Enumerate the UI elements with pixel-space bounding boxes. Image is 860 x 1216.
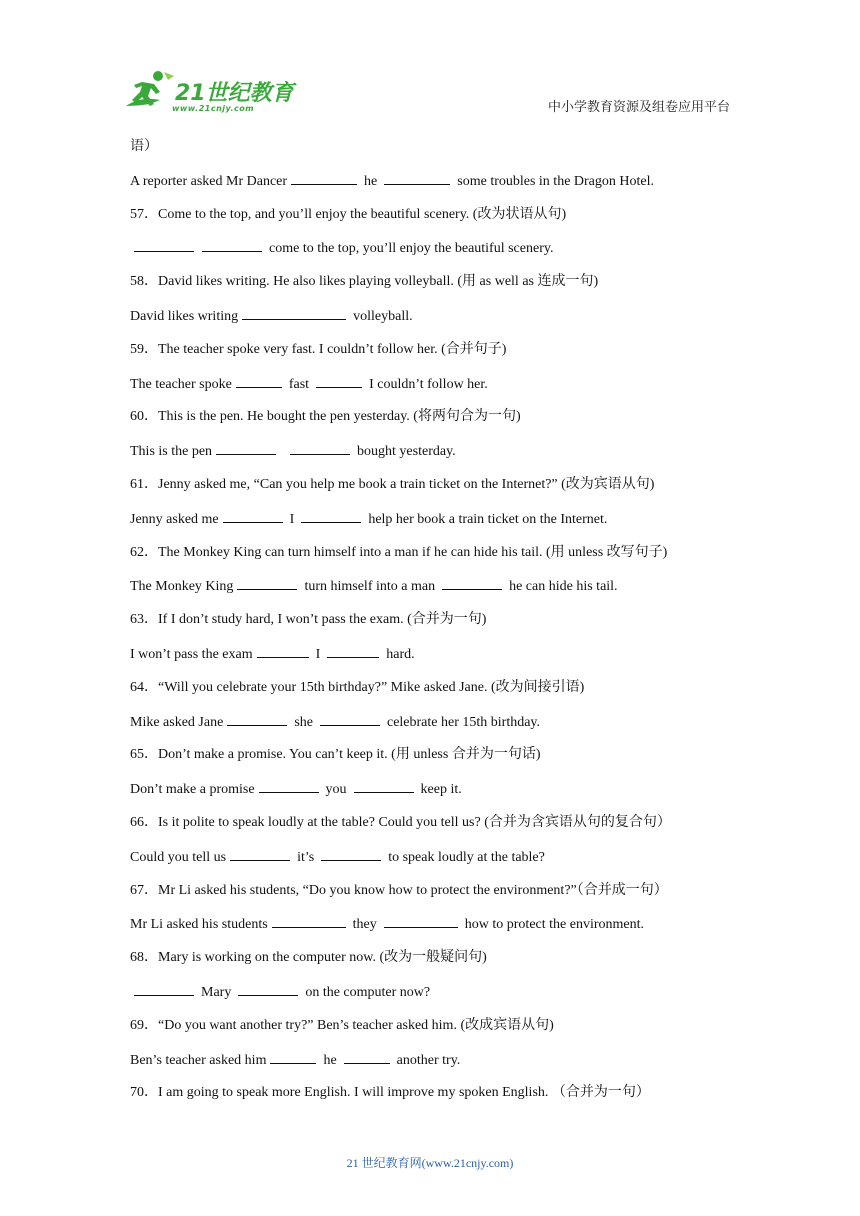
- line-text: you: [325, 782, 347, 798]
- line-text: 70．I am going to speak more English. I will improve my spoken English. （合并为一句）: [130, 1085, 650, 1101]
- question-line: [130, 271, 770, 305]
- line-text: 62．The Monkey King can turn himself into a man if he can hide his tail. (用 unless 改写句子): [130, 544, 668, 560]
- line-text: 64．“Will you celebrate your 15th birthday?” Mike asked Jane. (改为间接引语): [130, 679, 585, 695]
- line-text: A reporter asked Mr Dancer: [130, 173, 288, 189]
- question-line: [130, 204, 770, 238]
- answer-line: [130, 373, 770, 407]
- question-line: [130, 947, 770, 981]
- question-line: [130, 880, 770, 914]
- line-text: I: [289, 511, 295, 527]
- line-text: I: [315, 646, 321, 662]
- answer-blank[interactable]: [227, 711, 287, 726]
- answer-blank[interactable]: [257, 643, 309, 658]
- answer-line: [130, 170, 770, 204]
- answer-blank[interactable]: [384, 913, 458, 928]
- line-text: 68．Mary is working on the computer now. (改为一般疑问句): [130, 950, 487, 966]
- answer-line: [130, 440, 770, 474]
- line-text: help her book a train ticket on the Internet.: [368, 511, 608, 527]
- answer-blank[interactable]: [344, 1049, 390, 1064]
- line-text: bought yesterday.: [357, 444, 456, 460]
- question-line: [130, 744, 770, 778]
- answer-line: [130, 237, 770, 271]
- answer-blank[interactable]: [316, 373, 362, 388]
- answer-line: [130, 508, 770, 542]
- answer-line: [130, 1049, 770, 1083]
- line-text: David likes writing: [130, 308, 239, 324]
- answer-blank[interactable]: [134, 981, 194, 996]
- answer-blank[interactable]: [354, 778, 414, 793]
- footer-text: 21 世纪教育网(www.21cnjy.com): [346, 1156, 514, 1170]
- line-text: 65．Don’t make a promise. You can’t keep it. (用 unless 合并为一句话): [130, 747, 541, 763]
- document-body: [130, 136, 770, 1116]
- answer-blank[interactable]: [290, 440, 350, 455]
- line-text: Mary: [201, 984, 232, 1000]
- line-text: Could you tell us: [130, 849, 227, 865]
- line-text: Ben’s teacher asked him: [130, 1052, 267, 1068]
- line-text: how to protect the environment.: [464, 917, 644, 933]
- answer-blank[interactable]: [242, 305, 346, 320]
- header-platform-text: 中小学教育资源及组卷应用平台: [548, 99, 731, 114]
- line-text: 63．If I don’t study hard, I won’t pass the exam. (合并为一句): [130, 612, 487, 628]
- line-text: come to the top, you’ll enjoy the beautiful scenery.: [269, 241, 554, 257]
- answer-blank[interactable]: [216, 440, 276, 455]
- answer-blank[interactable]: [237, 575, 297, 590]
- line-text: they: [352, 917, 377, 933]
- answer-blank[interactable]: [236, 373, 282, 388]
- line-text: another try.: [396, 1052, 461, 1068]
- line-text: it’s: [297, 849, 315, 865]
- answer-blank[interactable]: [442, 575, 502, 590]
- answer-line: [130, 711, 770, 745]
- answer-line: [130, 913, 770, 947]
- line-text: The Monkey King: [130, 579, 234, 595]
- question-line: [130, 339, 770, 373]
- line-text: turn himself into a man: [304, 579, 436, 595]
- line-text: I couldn’t follow her.: [369, 376, 488, 392]
- line-text: 57．Come to the top, and you’ll enjoy the beautiful scenery. (改为状语从句): [130, 206, 567, 222]
- line-text: Mr Li asked his students: [130, 917, 268, 933]
- line-text: he can hide his tail.: [509, 579, 618, 595]
- line-text: to speak loudly at the table?: [388, 849, 545, 865]
- line-text: 61．Jenny asked me, “Can you help me book a train ticket on the Internet?” (改为宾语从句): [130, 476, 655, 492]
- line-text: Mike asked Jane: [130, 714, 224, 730]
- line-text: she: [294, 714, 313, 730]
- question-line: [130, 1015, 770, 1049]
- answer-line: [130, 575, 770, 609]
- line-text: he: [323, 1052, 337, 1068]
- answer-blank[interactable]: [301, 508, 361, 523]
- answer-line: [130, 778, 770, 812]
- answer-blank[interactable]: [238, 981, 298, 996]
- line-text: Jenny asked me: [130, 511, 219, 527]
- question-line: [130, 609, 770, 643]
- line-text: 59．The teacher spoke very fast. I couldn’t follow her. (合并句子): [130, 341, 507, 357]
- line-text: 语）: [130, 139, 158, 154]
- text-line: [130, 136, 770, 170]
- line-text: he: [364, 173, 378, 189]
- answer-blank[interactable]: [327, 643, 379, 658]
- answer-blank[interactable]: [202, 237, 262, 252]
- line-text: fast: [288, 376, 310, 392]
- answer-blank[interactable]: [230, 846, 290, 861]
- answer-blank[interactable]: [223, 508, 283, 523]
- question-line: [130, 542, 770, 576]
- question-line: [130, 474, 770, 508]
- answer-blank[interactable]: [384, 170, 450, 185]
- line-text: This is the pen: [130, 444, 213, 460]
- line-text: celebrate her 15th birthday.: [386, 714, 541, 730]
- runner-icon: [120, 66, 176, 116]
- header-divider: [120, 120, 740, 121]
- answer-blank[interactable]: [272, 913, 346, 928]
- answer-line: [130, 846, 770, 880]
- line-text: some troubles in the Dragon Hotel.: [457, 173, 655, 189]
- answer-line: [130, 981, 770, 1015]
- answer-blank[interactable]: [270, 1049, 316, 1064]
- line-text: volleyball.: [353, 308, 413, 324]
- line-text: Don’t make a promise: [130, 782, 255, 798]
- logo-url: www.21cnjy.com: [172, 104, 255, 113]
- line-text: hard.: [386, 646, 415, 662]
- question-line: [130, 1082, 770, 1116]
- answer-blank[interactable]: [291, 170, 357, 185]
- answer-line: [130, 305, 770, 339]
- logo: [120, 66, 295, 116]
- line-text: 60．This is the pen. He bought the pen yesterday. (将两句合为一句): [130, 409, 521, 425]
- line-text: keep it.: [420, 782, 462, 798]
- answer-line: [130, 643, 770, 677]
- line-text: 66．Is it polite to speak loudly at the table? Could you tell us? (合并为含宾语从句的复合句）: [130, 814, 671, 830]
- line-text: I won’t pass the exam: [130, 646, 253, 662]
- answer-blank[interactable]: [320, 711, 380, 726]
- answer-blank[interactable]: [321, 846, 381, 861]
- answer-blank[interactable]: [259, 778, 319, 793]
- line-text: The teacher spoke: [130, 376, 232, 392]
- line-text: 58．David likes writing. He also likes playing volleyball. (用 as well as 连成一句): [130, 274, 599, 290]
- line-text: 69．“Do you want another try?” Ben’s teacher asked him. (改成宾语从句): [130, 1017, 554, 1033]
- line-text: 67．Mr Li asked his students, “Do you know how to protect the environment?”（合并成一句）: [130, 882, 668, 898]
- question-line: [130, 812, 770, 846]
- logo-text: 21世纪教育: [175, 81, 294, 106]
- line-text: on the computer now?: [305, 984, 431, 1000]
- question-line: [130, 406, 770, 440]
- answer-blank[interactable]: [134, 237, 194, 252]
- question-line: [130, 677, 770, 711]
